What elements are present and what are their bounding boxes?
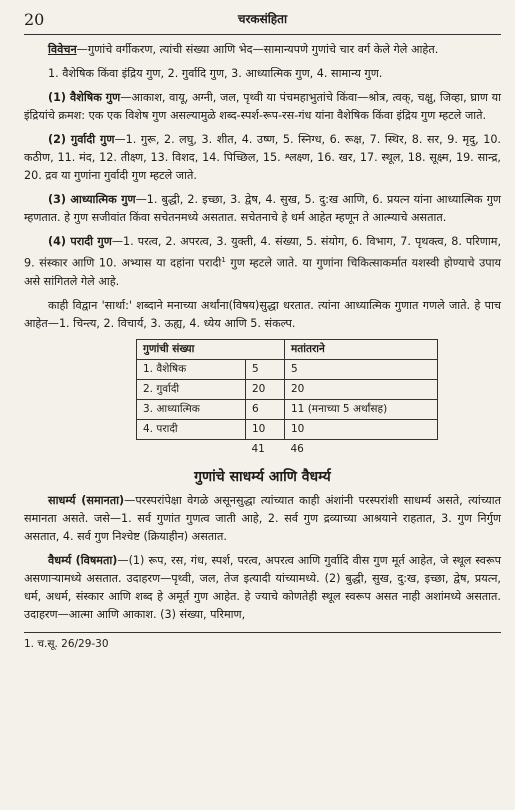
term-adhyatmik: (3) आध्यात्मिक गुण	[48, 193, 136, 206]
paragraph-text: —परस्परांपेक्षा वेगळे असूनसुद्धा त्यांच्यात काही अंशांनी परस्परांशी साधर्म्य असते, त्यांच्यात समानता असते. जसे—1. सर्व गुणांत गुणत्व जाती आहे, 2. सर्व गुण द्रव्याच्या आश्रयाने राहतात, 3. गुण निर्गुण असतात, 4. सर्व गुण निश्चेष्ट (क्रियाहीन) असतात.	[24, 493, 501, 543]
paragraph-text: —1. परत्व, 2. अपरत्व, 3. युक्ती, 4. संख्या, 5. संयोग, 6. विभाग, 7. पृथक्त्व, 8. परिणाम, 9. संस्कार आणि 10. अभ्यास या दहांना परादी	[24, 235, 501, 270]
table-total-row	[137, 439, 438, 459]
term-sadharmya: साधर्म्य (समानता)	[48, 493, 125, 507]
table-cell-empty	[137, 439, 246, 459]
paragraph-scholars	[24, 297, 501, 333]
table-cell-count: 20	[246, 379, 285, 399]
table-total-count: 41	[246, 439, 285, 459]
table-cell-alt: 10	[285, 419, 438, 439]
table-cell-alt: 5	[285, 359, 438, 379]
table-cell-count: 6	[246, 399, 285, 419]
footnote-marker: 1	[221, 256, 226, 264]
term-vivechan: विवेचन	[48, 43, 77, 56]
paragraph-text: —आकाश, वायू, अग्नी, जल, पृथ्वी या पंचमहाभुतांचे किंवा—श्रोत्र, त्वक्, चक्षु, जिव्हा, घ्राण या इंद्रियांचे क्रमश: एक एक विशेष गुण असल्यामुळे शब्द-स्पर्श-रूप-रस-गंध यांना वैशेषिक किंवा इंद्रिय गुण म्हटले जाते.	[24, 91, 501, 122]
paragraph-adhyatmik	[24, 191, 501, 227]
guna-count-table	[136, 339, 438, 459]
table-cell-label: 1. वैशेषिक	[137, 359, 246, 379]
paragraph-text: —गुणांचे वर्गीकरण, त्यांची संख्या आणि भेद—सामान्यपणे गुणांचे चार वर्ग केले गेले आहेत.	[76, 43, 439, 56]
paragraph-text: —1. गुरू, 2. लघु, 3. शीत, 4. उष्ण, 5. स्निग्ध, 6. रूक्ष, 7. स्थिर, 8. सर, 9. मृदु, 10. कठीण, 11. मंद, 12. तीक्ष्ण, 13. विशद, 14. पिच्छिल, 15. श्लक्ष्ण, 16. खर, 17. स्थूल, 18. सूक्ष्म, 19. सान्द्र, 20. द्रव या गुणांना गुर्वादी गुण म्हटले जाते.	[24, 133, 501, 182]
paragraph-text: —(1) रूप, रस, गंध, स्पर्श, परत्व, अपरत्व आणि गुर्वादि वीस गुण मूर्त आहेत, जे स्थूल स्वरूप असणाऱ्यामध्ये असतात. उदाहरण—पृथ्वी, जल, तेज इत्यादी यांच्यामध्ये. (2) बुद्धी, सुख, दु:ख, इच्छा, द्वेष, प्रयत्न, धर्म, अधर्म, संस्कार आणि शब्द हे अमूर्त गुण आहेत. हे ज्याचे कोणतेही स्थूल स्वरूप असत नाही अशांमध्ये असतात. उदाहरण—आत्मा आणि आकाश. (3) संख्या, परिमाण,	[24, 553, 501, 621]
table-cell-alt: 20	[285, 379, 438, 399]
running-title: चरकसंहिता	[237, 12, 288, 26]
paragraph-gurvadi	[24, 131, 501, 185]
table-cell-label: 3. आध्यात्मिक	[137, 399, 246, 419]
paragraph-sadharmya	[24, 492, 501, 546]
term-vaisheshik: (1) वैशेषिक गुण	[48, 91, 121, 104]
table-cell-label: 2. गुर्वादी	[137, 379, 246, 399]
paragraph-text: काही विद्वान 'सार्था:' शब्दाने मनाच्या अर्थांना(विषय)सुद्धा धरतात. त्यांना आध्यात्मिक गुणात गणले जाते. हे पाच आहेत—1. चिन्त्य, 2. विचार्य, 3. ऊह्य, 4. ध्येय आणि 5. संकल्प.	[24, 298, 501, 330]
paragraph-paradi	[24, 233, 501, 291]
table-cell-alt: 11 (मनाच्या 5 अर्थांसह)	[285, 399, 438, 419]
page-header	[24, 10, 501, 32]
page-number: 20	[24, 10, 45, 29]
table-total-alt: 46	[285, 439, 438, 459]
table-row	[137, 419, 438, 439]
table-row	[137, 399, 438, 419]
table-row	[137, 359, 438, 379]
header-rule	[24, 34, 501, 35]
paragraph-vivechan	[24, 41, 501, 59]
table-header-alt: मतांतराने	[285, 339, 438, 359]
table-cell-count: 10	[246, 419, 285, 439]
paragraph-text: —1. बुद्धी, 2. इच्छा, 3. द्वेष, 4. सुख, 5. दु:ख आणि, 6. प्रयत्न यांना आध्यात्मिक गुण म्हणतात. हे गुण सजीवांत किंवा सचेतनमध्ये असतात. सचेतनाचे हे धर्म आहेत म्हणून ते आत्म्याचे असतात.	[24, 193, 501, 224]
paragraph-categories	[24, 65, 501, 83]
paragraph-text: 1. वैशेषिक किंवा इंद्रिय गुण, 2. गुर्वादि गुण, 3. आध्यात्मिक गुण, 4. सामान्य गुण.	[48, 67, 383, 80]
term-gurvadi: (2) गुर्वादी गुण	[48, 133, 115, 146]
table-cell-count: 5	[246, 359, 285, 379]
table-header-count: गुणांची संख्या	[137, 339, 285, 359]
table-row	[137, 379, 438, 399]
section-title: गुणांचे साधर्म्य आणि वैधर्म्य	[194, 468, 331, 485]
footnote-rule	[24, 632, 501, 633]
footnote: 1. च.सू. 26/29-30	[24, 637, 109, 650]
table-cell-label: 4. परादी	[137, 419, 246, 439]
table-header-row	[137, 339, 438, 359]
term-paradi: (4) परादी गुण	[48, 235, 112, 248]
term-vaidharmya: वैधर्म्य (विषमता)	[48, 553, 118, 567]
paragraph-vaidharmya	[24, 552, 501, 624]
paragraph-vaisheshik	[24, 89, 501, 125]
paragraph-text: गुण म्हटले जाते. या गुणांना चिकित्साकर्मात यशस्वी होण्याचे उपाय असे सांगितले गेले आहे.	[24, 256, 501, 288]
